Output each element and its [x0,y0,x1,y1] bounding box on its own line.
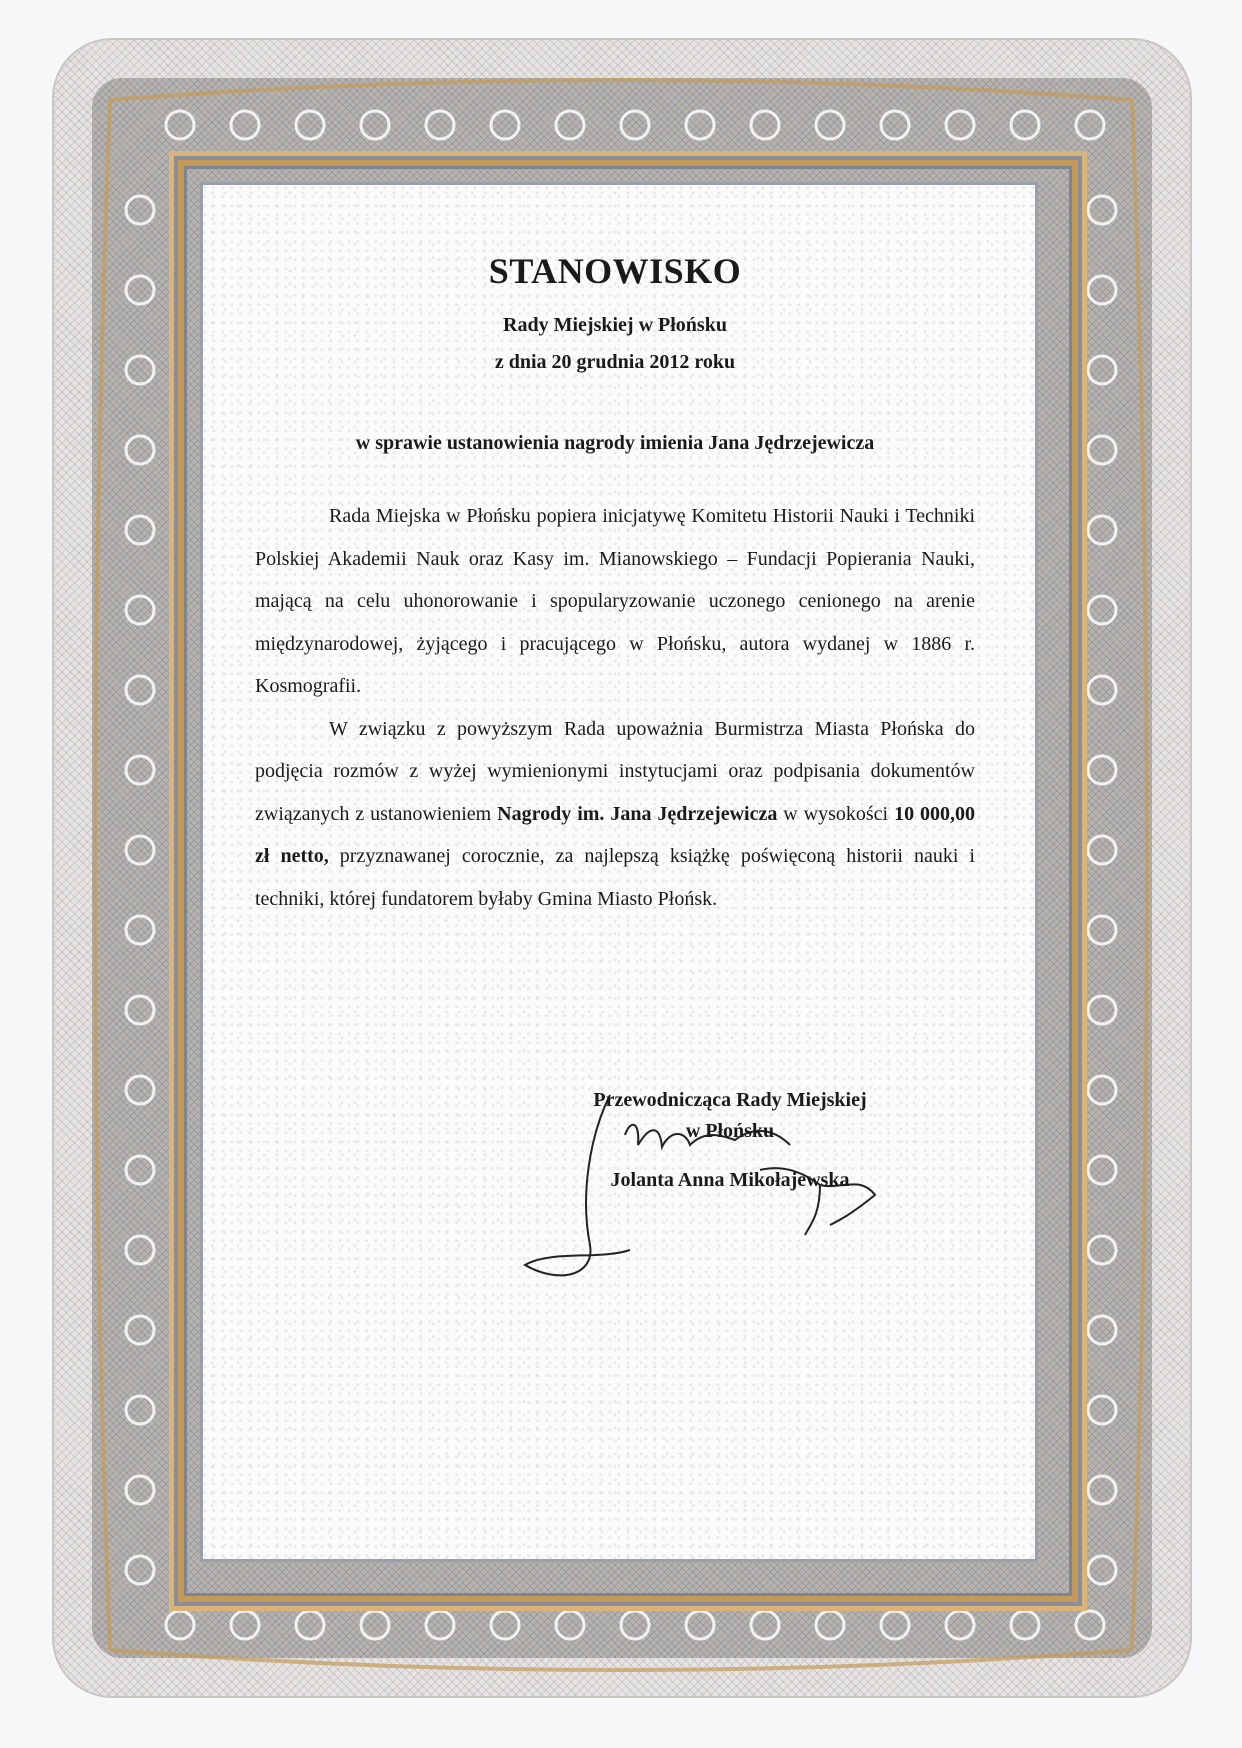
paragraph-2-text-a: W związku z powyższym Rada upoważnia Burmistrza Miasta Płońska do podjęcia rozmów z wyżej wymienionymi instytucjami oraz podpisania dokumentów związanych z ustanowieniem [255,717,975,825]
award-name: Nagrody im. Jana Jędrzejewicza [497,802,778,825]
paragraph-1: Rada Miejska w Płońsku popiera inicjatywę Komitetu Historii Nauki i Techniki Polskiej Akademii Nauk oraz Kasy im. Mianowskiego – Fundacji Popierania Nauki, mającą na celu uhonorowanie i spopularyzowanie uczonego cenionego na arenie międzynarodowej, żyjącego i pracującego w Płońsku, autora wydanej w 1886 r. Kosmografii. [255,505,975,697]
award-amount: 10 000,00 zł netto, [255,802,976,867]
date-line: z dnia 20 grudnia 2012 roku [494,351,736,373]
paragraph-2 [255,708,975,921]
subject-line: w sprawie ustanowienia nagrody imienia Jana Jędrzejewicza [355,432,875,454]
signatory-role: Przewodnicząca Rady Miejskiej [593,1089,867,1111]
signatory-role-location: w Płońsku [685,1120,775,1142]
signatory-name: Jolanta Anna Mikołajewska [610,1169,850,1191]
document-body [255,495,975,920]
issuer-line: Rady Miejskiej w Płońsku [503,314,727,336]
paragraph-2-text-b: w wysokości [777,802,895,825]
signature-block [555,1085,905,1196]
paragraph-2-text-c: przyznawanej corocznie, za najlepszą książkę poświęconą historii nauki i techniki, której fundatorem byłaby Gmina Miasto Płońsk. [255,845,975,910]
document-title: STANOWISKO [488,251,742,291]
document-content [255,250,975,920]
